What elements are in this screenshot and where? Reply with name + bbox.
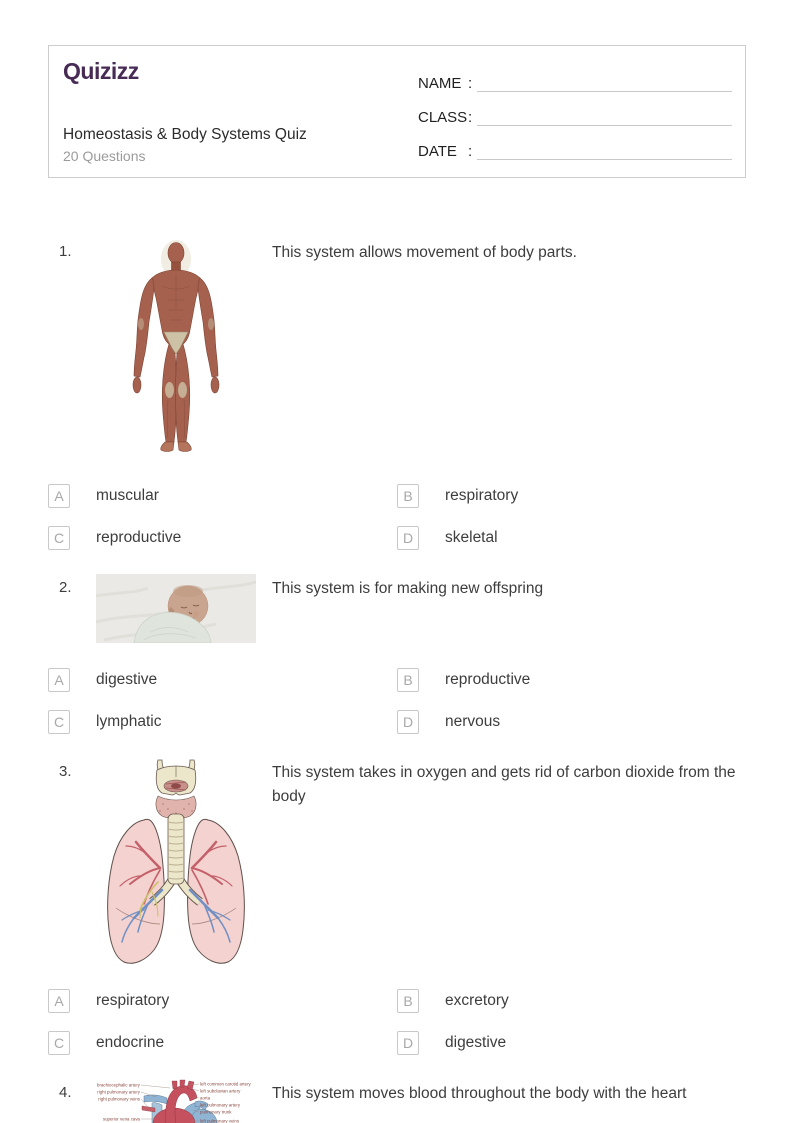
student-info-fields xyxy=(418,67,732,169)
question-1-options xyxy=(48,484,746,550)
name-blank-line[interactable] xyxy=(477,67,732,92)
option-a-label: digestive xyxy=(96,671,158,688)
newborn-baby-photo-graphic xyxy=(96,574,256,643)
date-field-row xyxy=(418,135,732,160)
lungs-illustration-graphic xyxy=(96,758,256,975)
quizizz-logo: Quizizz xyxy=(63,58,139,84)
heart-label-right-3: aorta xyxy=(200,1095,211,1101)
class-colon: : xyxy=(468,109,473,126)
option-a xyxy=(48,668,397,692)
heart-label-left-1: brachiocephalic artery xyxy=(97,1082,140,1088)
option-d xyxy=(397,526,746,550)
heart-label-right-1: left common carotid artery xyxy=(200,1081,251,1087)
option-c-box[interactable]: C xyxy=(48,1031,70,1055)
question-3-text: This system takes in oxygen and gets rid of carbon dioxide from the body xyxy=(272,764,736,805)
option-c xyxy=(48,710,397,734)
option-d-box[interactable]: D xyxy=(397,1031,419,1055)
option-c-box[interactable]: C xyxy=(48,710,70,734)
question-1-text: This system allows movement of body parts. xyxy=(272,244,577,261)
option-b-label: excretory xyxy=(445,992,509,1009)
heart-diagram-graphic xyxy=(96,1079,256,1123)
date-label: DATE xyxy=(418,143,457,160)
option-d xyxy=(397,710,746,734)
option-b-label: respiratory xyxy=(445,487,519,504)
option-a-box[interactable]: A xyxy=(48,668,70,692)
name-label: NAME xyxy=(418,75,462,92)
option-a xyxy=(48,989,397,1013)
option-c-box[interactable]: C xyxy=(48,526,70,550)
question-1 xyxy=(48,238,746,550)
option-d-box[interactable]: D xyxy=(397,526,419,550)
option-c-label: endocrine xyxy=(96,1034,165,1051)
option-b-label: reproductive xyxy=(445,671,531,688)
heart-label-right-4: left pulmonary artery xyxy=(200,1102,241,1108)
class-blank-line[interactable] xyxy=(477,101,732,126)
option-b xyxy=(397,989,746,1013)
question-4-text: This system moves blood throughout the body with the heart xyxy=(272,1085,687,1102)
option-d-label: skeletal xyxy=(445,529,498,546)
option-b xyxy=(397,484,746,508)
question-2-number: 2. xyxy=(59,579,72,596)
option-c xyxy=(48,526,397,550)
question-4 xyxy=(48,1079,746,1123)
option-d-label: digestive xyxy=(445,1034,507,1051)
question-count: 20 Questions xyxy=(63,148,146,164)
option-b xyxy=(397,668,746,692)
option-b-box[interactable]: B xyxy=(397,668,419,692)
option-d xyxy=(397,1031,746,1055)
worksheet-header xyxy=(48,45,746,178)
option-a xyxy=(48,484,397,508)
option-d-label: nervous xyxy=(445,713,501,730)
date-colon: : xyxy=(468,143,473,160)
muscular-system-image xyxy=(96,238,256,458)
question-1-number: 1. xyxy=(59,243,72,260)
newborn-baby-image xyxy=(96,574,256,643)
option-a-box[interactable]: A xyxy=(48,989,70,1013)
heart-label-left-4: superior vena cava xyxy=(102,1116,140,1122)
option-c-label: reproductive xyxy=(96,529,182,546)
option-b-box[interactable]: B xyxy=(397,484,419,508)
question-4-number: 4. xyxy=(59,1084,72,1101)
heart-label-left-2: right pulmonary artery xyxy=(97,1089,140,1095)
option-c-label: lymphatic xyxy=(96,713,162,730)
quiz-title: Homeostasis & Body Systems Quiz xyxy=(63,126,307,143)
option-b-box[interactable]: B xyxy=(397,989,419,1013)
class-label: CLASS xyxy=(418,109,468,126)
option-a-label: muscular xyxy=(96,487,159,504)
option-a-box[interactable]: A xyxy=(48,484,70,508)
option-a-label: respiratory xyxy=(96,992,170,1009)
question-2-options xyxy=(48,668,746,734)
class-field-row xyxy=(418,101,732,126)
question-2-text: This system is for making new offspring xyxy=(272,580,544,597)
heart-label-right-2: left subclavian artery xyxy=(200,1088,241,1094)
muscular-system-figure-graphic xyxy=(96,238,256,458)
questions-list xyxy=(48,238,746,1123)
question-3-options xyxy=(48,989,746,1055)
option-d-box[interactable]: D xyxy=(397,710,419,734)
heart-label-left-3: right pulmonary veins xyxy=(98,1096,140,1102)
date-blank-line[interactable] xyxy=(477,135,732,160)
name-colon: : xyxy=(468,75,473,92)
heart-diagram-image xyxy=(96,1079,256,1123)
name-field-row xyxy=(418,67,732,92)
heart-label-right-6: left pulmonary veins xyxy=(200,1118,240,1123)
question-3 xyxy=(48,758,746,1055)
heart-label-right-5: pulmonary trunk xyxy=(200,1109,232,1115)
option-c xyxy=(48,1031,397,1055)
quiz-title-block xyxy=(63,126,307,164)
lungs-image xyxy=(96,758,256,975)
question-2 xyxy=(48,574,746,734)
question-3-number: 3. xyxy=(59,763,72,780)
